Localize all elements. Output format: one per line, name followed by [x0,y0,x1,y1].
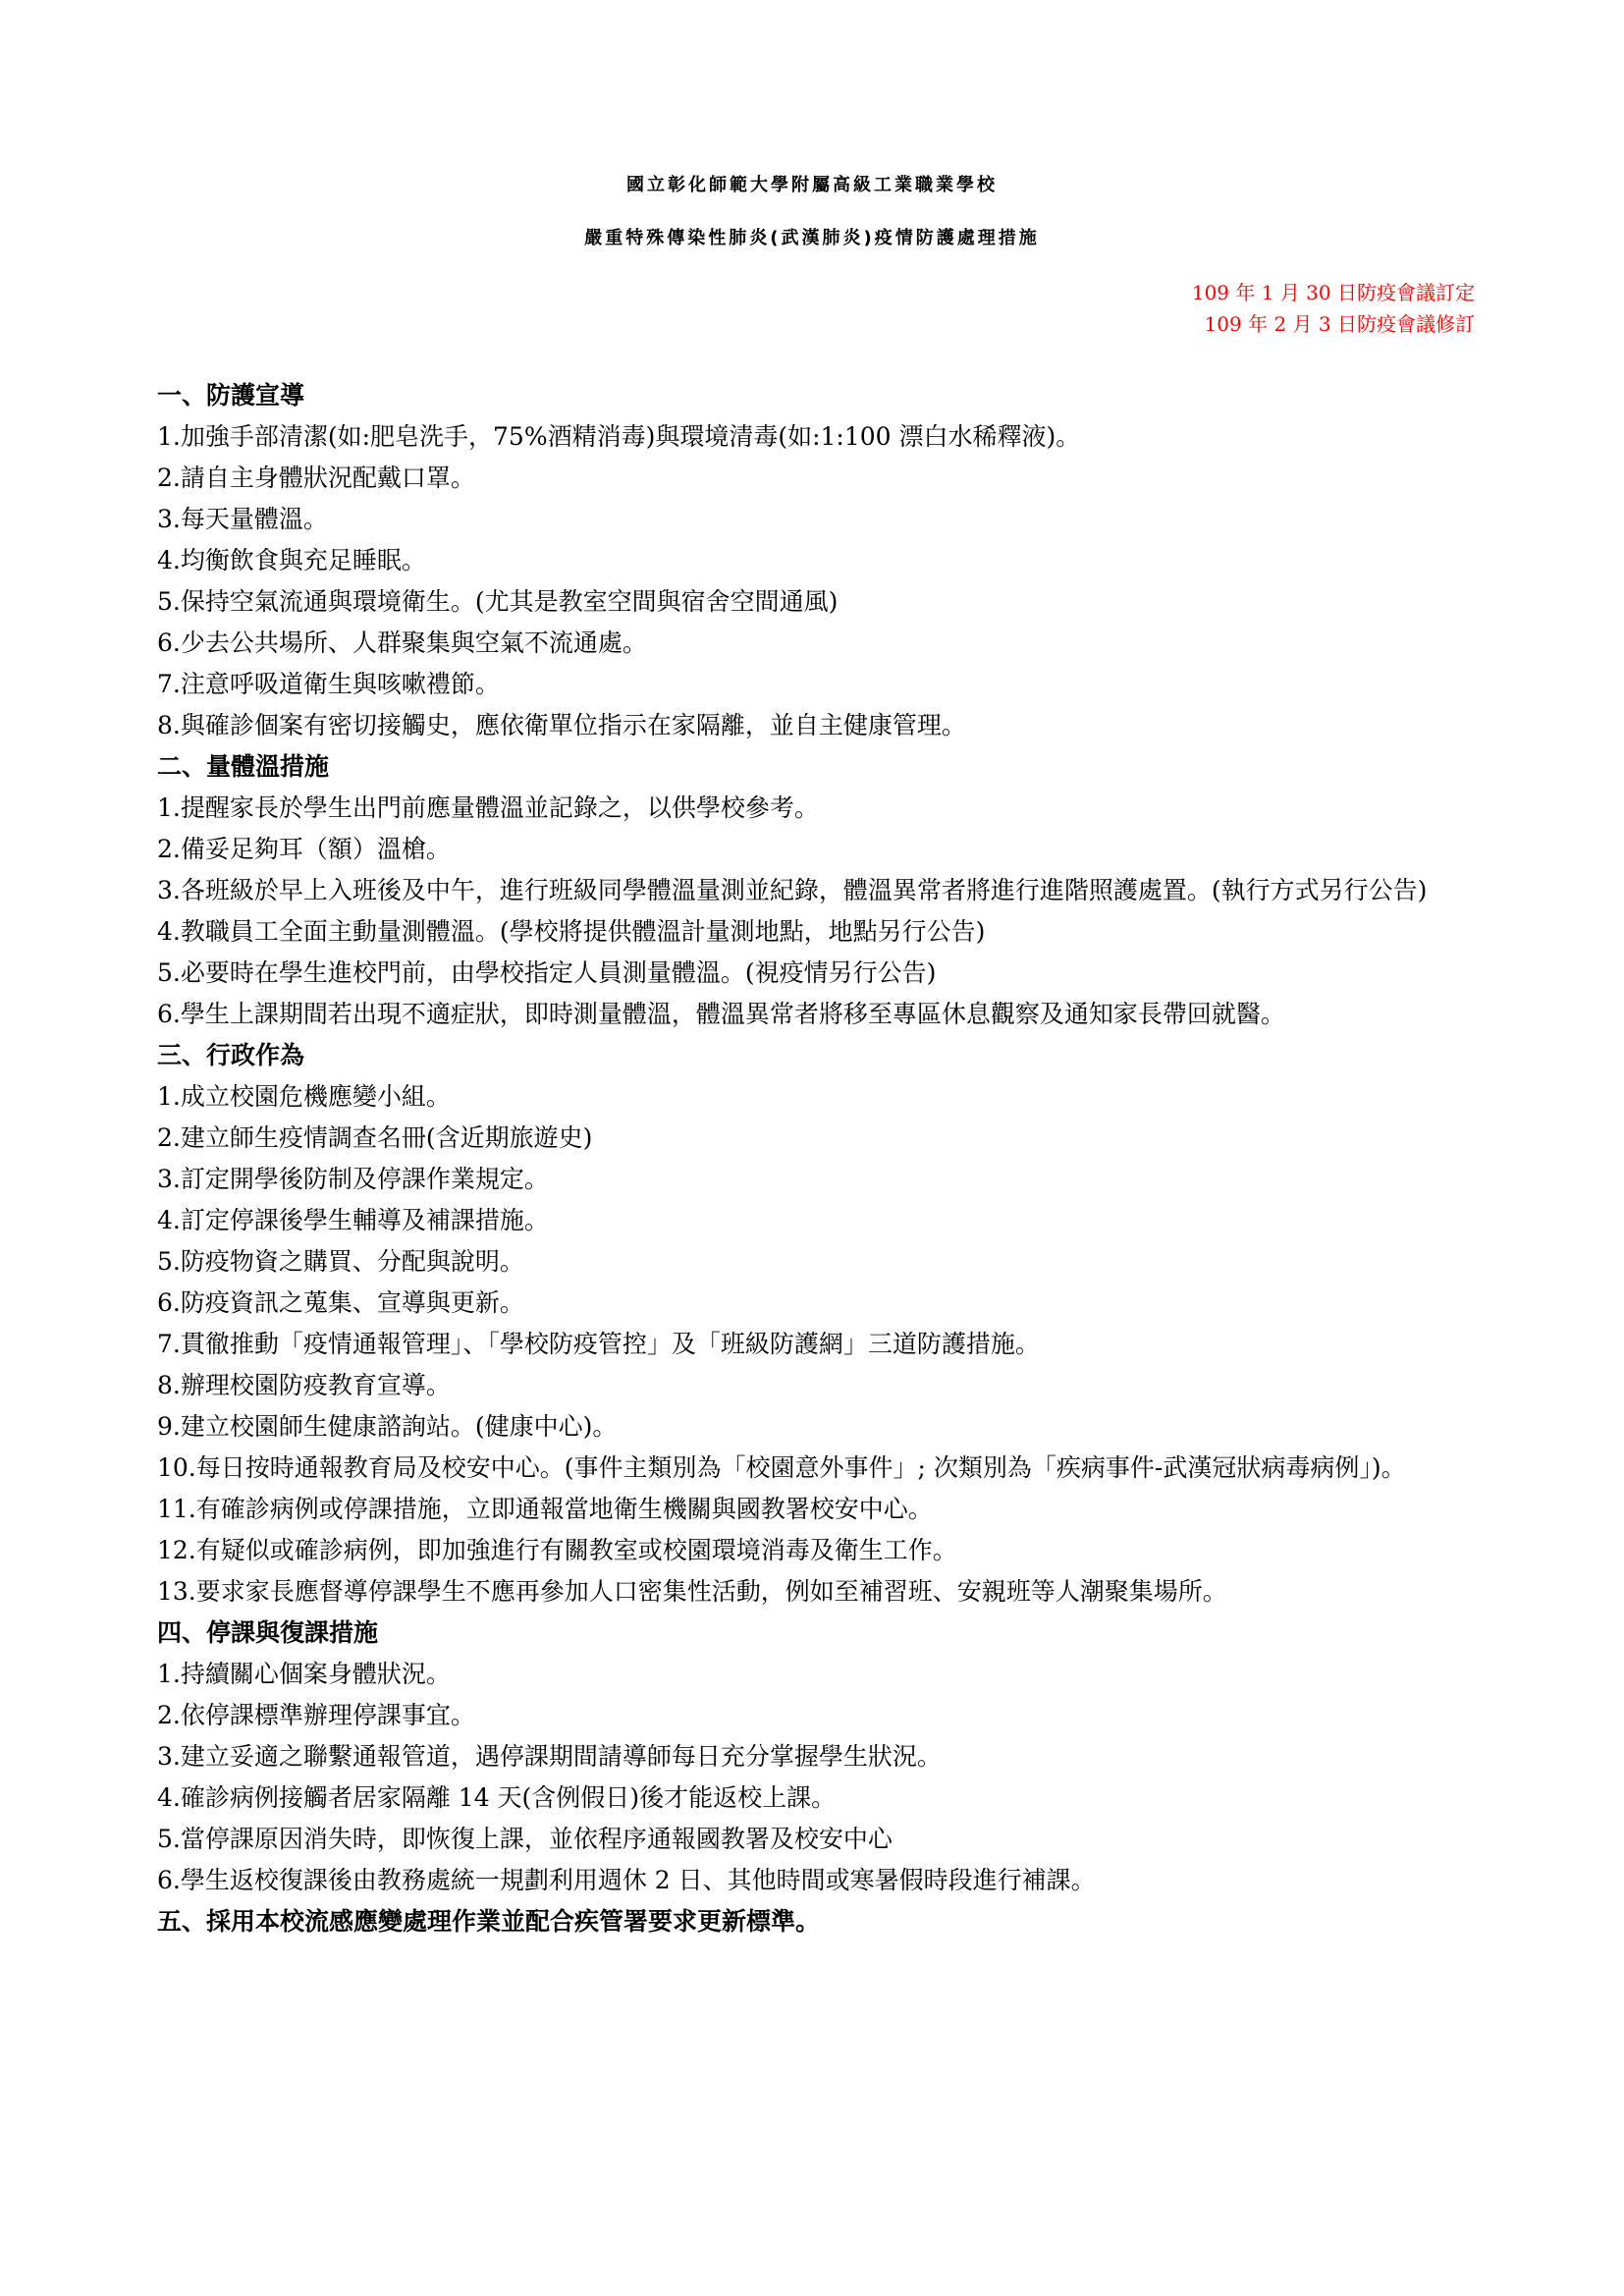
section-heading-influenza-protocol: 五、採用本校流感應變處理作業並配合疾管署要求更新標準。 [157,1907,821,1936]
list-item: 2.建立師生疫情調查名冊(含近期旅遊史) [157,1123,593,1152]
list-item: 1.成立校園危機應變小組。 [157,1082,451,1111]
list-item: 3.建立妥適之聯繫通報管道，遇停課期間請導師每日充分掌握學生狀況。 [157,1742,942,1771]
list-item: 7.貫徹推動「疫情通報管理」、「學校防疫管控」及「班級防護網」三道防護措施。 [157,1330,1040,1358]
revision-note-amended: 109 年 2 月 3 日防疫會議修訂 [1204,312,1475,336]
list-item: 4.訂定停課後學生輔導及補課措施。 [157,1206,549,1234]
list-item: 7.注意呼吸道衛生與咳嗽禮節。 [157,670,500,698]
list-item: 1.提醒家長於學生出門前應量體溫並記錄之，以供學校參考。 [157,793,819,822]
list-item: 13.要求家長應督導停課學生不應再參加人口密集性活動，例如至補習班、安親班等人潮聚集場所。 [157,1577,1227,1606]
list-item: 9.建立校園師生健康諮詢站。(健康中心)。 [157,1412,618,1441]
list-item: 10.每日按時通報教育局及校安中心。(事件主類別為「校園意外事件」; 次類別為「疾病事件-武漢冠狀病毒病例」)。 [157,1453,1406,1482]
list-item: 3.每天量體溫。 [157,505,328,533]
list-item: 4.確診病例接觸者居家隔離 14 天(含例假日)後才能返校上課。 [157,1783,837,1812]
revision-note-established: 109 年 1 月 30 日防疫會議訂定 [1191,281,1475,304]
list-item: 5.保持空氣流通與環境衛生。(尤其是教室空間與宿舍空間通風) [157,587,839,616]
list-item: 6.少去公共場所、人群聚集與空氣不流通處。 [157,629,647,657]
section-heading-temperature: 二、量體溫措施 [157,752,330,781]
section-heading-suspension: 四、停課與復課措施 [157,1618,379,1647]
revision-notes [1192,277,1475,340]
list-item: 5.必要時在學生進校門前，由學校指定人員測量體溫。(視疫情另行公告) [157,958,937,987]
document-title-school: 國立彰化師範大學附屬高級工業職業學校 [626,175,998,195]
list-item: 2.備妥足夠耳（額）溫槍。 [157,835,451,863]
section-heading-administration: 三、行政作為 [157,1041,305,1069]
list-item: 5.防疫物資之購買、分配與說明。 [157,1247,524,1276]
list-item: 8.與確診個案有密切接觸史，應依衛單位指示在家隔離，並自主健康管理。 [157,711,966,739]
list-item: 5.當停課原因消失時，即恢復上課，並依程序通報國教署及校安中心 [157,1825,893,1853]
list-item: 1.持續關心個案身體狀況。 [157,1660,451,1688]
list-item: 6.防疫資訊之蒐集、宣導與更新。 [157,1288,524,1317]
list-item: 2.依停課標準辦理停課事宜。 [157,1701,475,1729]
list-item: 4.教職員工全面主動量測體溫。(學校將提供體溫計量測地點，地點另行公告) [157,917,986,946]
list-item: 3.各班級於早上入班後及中午，進行班級同學體溫量測並紀錄，體溫異常者將進行進階照護處置。(執行方式另行公告) [157,876,1428,904]
list-item: 12.有疑似或確診病例，即加強進行有關教室或校園環境消毒及衛生工作。 [157,1536,957,1564]
list-item: 4.均衡飲食與充足睡眠。 [157,546,426,574]
list-item: 1.加強手部清潔(如:肥皂洗手，75%酒精消毒)與環境清毒(如:1:100 漂白水稀釋液)。 [157,422,1081,451]
list-item: 3.訂定開學後防制及停課作業規定。 [157,1165,549,1193]
list-item: 6.學生返校復課後由教務處統一規劃利用週休 2 日、其他時間或寒暑假時段進行補課。 [157,1866,1096,1894]
section-heading-prevention: 一、防護宣導 [157,381,305,410]
list-item: 2.請自主身體狀況配戴口罩。 [157,464,475,492]
list-item: 11.有確診病例或停課措施，立即通報當地衛生機關與國教署校安中心。 [157,1495,933,1523]
list-item: 6.學生上課期間若出現不適症狀，即時測量體溫，體溫異常者將移至專區休息觀察及通知家長帶回就醫。 [157,1000,1285,1028]
document-title-measures: 嚴重特殊傳染性肺炎(武漢肺炎)疫情防護處理措施 [584,228,1040,248]
document-body [157,375,1483,1942]
list-item: 8.辦理校園防疫教育宣導。 [157,1371,451,1399]
